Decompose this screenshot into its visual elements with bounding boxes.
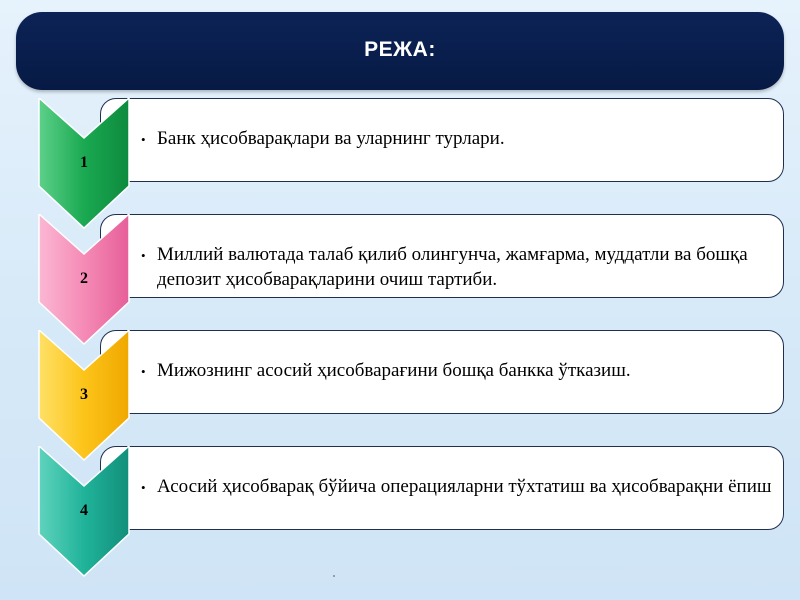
bullet-icon: •	[141, 364, 146, 379]
list-item-text-2: Миллий валютада талаб қилиб олингунча, жамғарма, муддатли ва бошқа депозит ҳисобварақларини очиш тартиби.	[157, 244, 748, 290]
title-banner	[16, 12, 784, 90]
bullet-icon: •	[141, 132, 146, 147]
step-number-1: 1	[80, 154, 88, 171]
bullet-icon: •	[141, 248, 146, 263]
list-item-card-4	[100, 446, 784, 530]
decorative-dot	[333, 575, 335, 577]
list-item-card-1	[100, 98, 784, 182]
step-number-2: 2	[80, 270, 88, 287]
list-item-card-2	[100, 214, 784, 298]
list-item-text-1: Банк ҳисобварақлари ва уларнинг турлари.	[157, 128, 505, 149]
page-title: РЕЖА:	[364, 38, 436, 61]
step-number-3: 3	[80, 386, 88, 403]
list-item-text-3: Мижознинг асосий ҳисобварағини бошқа банкка ўтказиш.	[157, 360, 631, 381]
bullet-icon: •	[141, 480, 146, 495]
step-number-4: 4	[80, 502, 88, 519]
list-item-card-3	[100, 330, 784, 414]
list-item-text-4: Асосий ҳисобварақ бўйича операцияларни тўхтатиш ва ҳисобварақни ёпиш	[157, 476, 772, 497]
